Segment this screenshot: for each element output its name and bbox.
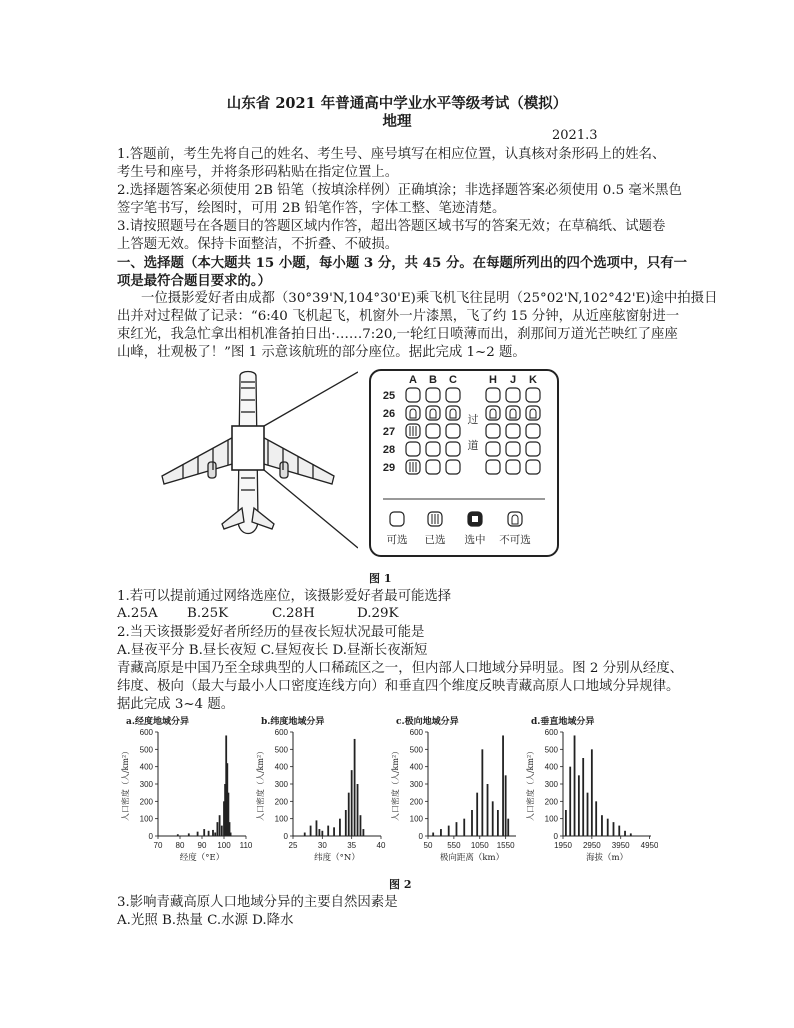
figure2-caption: 图 2 — [389, 878, 412, 891]
x-tick-label: 100 — [217, 841, 231, 850]
seat-28B[interactable] — [426, 442, 440, 456]
data-bar — [432, 833, 434, 836]
seat-column-label: K — [529, 374, 537, 386]
chart-panel — [525, 716, 658, 863]
data-bar — [217, 822, 219, 836]
y-tick-label: 300 — [544, 780, 558, 789]
data-bar — [463, 819, 465, 836]
data-bar — [487, 784, 489, 836]
y-tick-label: 100 — [139, 814, 153, 824]
legend-seat-free[interactable] — [390, 512, 404, 526]
seat-map-svg — [371, 371, 557, 555]
seat-29C[interactable] — [446, 460, 460, 474]
y-tick-label: 300 — [274, 780, 288, 789]
seat-27C[interactable] — [446, 424, 460, 438]
seat-25K[interactable] — [526, 388, 540, 402]
y-tick-label: 100 — [409, 814, 423, 824]
question-2-options[interactable]: A.昼夜平分 B.昼长夜短 C.昼短夜长 D.昼渐长夜渐短 — [117, 643, 428, 658]
data-bar — [440, 829, 442, 836]
x-tick-label: 35 — [347, 841, 357, 850]
seat-28H[interactable] — [486, 442, 500, 456]
x-axis-label: 经度（°E） — [179, 853, 225, 863]
x-tick-label: 90 — [197, 841, 207, 850]
x-tick-label: 50 — [423, 841, 433, 850]
data-bar — [582, 758, 584, 836]
y-tick-label: 0 — [148, 832, 153, 841]
seat-26B — [426, 406, 440, 420]
x-tick-label: 80 — [175, 841, 185, 850]
data-bar — [574, 735, 576, 836]
seat-26H — [486, 406, 500, 420]
legend-seat-taken — [428, 512, 442, 526]
data-bar — [214, 833, 216, 836]
x-tick-label: 40 — [376, 841, 386, 850]
question-2-stem: 2.当天该摄影爱好者所经历的昼夜长短状况最可能是 — [117, 625, 425, 640]
seat-28J[interactable] — [506, 442, 520, 456]
legend-label: 选中 — [464, 534, 486, 546]
instruction-line: 3.请按照题号在各题目的答题区域内作答，超出答题区域书写的答案无效；在草稿纸、试题卷 — [117, 219, 666, 234]
seat-26K — [526, 406, 540, 420]
y-tick-label: 300 — [409, 780, 423, 789]
y-tick-label: 200 — [139, 797, 153, 807]
q1-option-c[interactable]: C.28H — [272, 606, 315, 621]
question-3-options[interactable]: A.光照 B.热量 C.水源 D.降水 — [117, 913, 294, 928]
seat-25J[interactable] — [506, 388, 520, 402]
data-bar — [507, 819, 509, 836]
q1-option-a[interactable]: A.25A — [117, 606, 158, 621]
section-heading: 项是最符合题目要求的。） — [117, 273, 271, 289]
legend-seat-selected — [468, 512, 482, 526]
y-tick-label: 0 — [283, 832, 288, 841]
data-bar — [481, 749, 483, 836]
x-tick-label: 2950 — [582, 841, 601, 850]
y-tick-label: 400 — [409, 762, 423, 772]
data-bar — [188, 833, 190, 836]
section-heading: 一、选择题（本大题共 15 小题，每小题 3 分，共 45 分。在每题所列出的四个选项中，只有一 — [117, 255, 688, 271]
aisle-label: 过 — [467, 413, 479, 426]
data-bar — [471, 810, 473, 836]
data-bar — [363, 829, 365, 836]
data-bar — [345, 810, 347, 836]
x-tick-label: 30 — [317, 841, 327, 850]
x-tick-label: 1550 — [496, 841, 515, 850]
subject-title: 地理 — [382, 113, 412, 130]
y-tick-label: 200 — [274, 797, 288, 807]
x-tick-label: 70 — [153, 841, 163, 850]
chart-panel — [255, 716, 386, 863]
chart-title: d.垂直地域分异 — [531, 717, 595, 727]
seat-25B[interactable] — [426, 388, 440, 402]
chart-title: a.经度地域分异 — [126, 717, 189, 727]
y-axis-label: 人口密度（人/km²） — [391, 746, 400, 822]
data-bar — [333, 827, 335, 836]
x-tick-label: 110 — [239, 841, 253, 850]
y-axis-label: 人口密度（人/km²） — [256, 746, 265, 822]
y-tick-label: 500 — [544, 745, 558, 755]
data-bar — [351, 770, 353, 836]
seat-column-label: A — [409, 374, 417, 386]
seat-28C[interactable] — [446, 442, 460, 456]
y-tick-label: 400 — [139, 762, 153, 772]
data-bar — [348, 793, 350, 836]
data-bar — [502, 735, 504, 836]
passage-line: 束红光，我急忙拿出相机准备拍日出·……7:20,一轮红日喷薄而出，刹那间万道光芒映红了座座 — [117, 327, 678, 342]
passage-line: 出并对过程做了记录：“6:40 飞机起飞，机窗外一片漆黑，飞了约 15 分钟，从近座舷窗射进一 — [117, 309, 680, 324]
y-axis-label: 人口密度（人/km²） — [121, 746, 130, 822]
instruction-line: 2.选择题答案必须使用 2B 铅笔（按填涂样例）正确填涂；非选择题答案必须使用 0.5 毫米黑色 — [117, 183, 682, 198]
figure1-caption: 图 1 — [369, 572, 392, 585]
seat-28K[interactable] — [526, 442, 540, 456]
data-bar — [587, 793, 589, 836]
seat-column-label: B — [429, 374, 437, 386]
x-tick-label: 25 — [288, 841, 298, 850]
data-bar — [327, 826, 329, 836]
seat-row-label: 29 — [382, 462, 396, 474]
passage-line: 青藏高原是中国乃至全球典型的人口稀疏区之一，但内部人口地域分异明显。图 2 分别从经度、 — [117, 661, 684, 676]
seat-column-label: H — [489, 374, 497, 386]
exam-title: 山东省 2021 年普通高中学业水平等级考试（模拟） — [226, 95, 568, 112]
seat-26J — [506, 406, 520, 420]
passage-line: 山峰，壮观极了！”图 1 示意该航班的部分座位。据此完成 1~2 题。 — [117, 345, 526, 360]
seat-29B[interactable] — [426, 460, 440, 474]
seat-27H[interactable] — [486, 424, 500, 438]
seat-column-label: J — [509, 374, 517, 386]
question-1-stem: 1.若可以提前通过网络选座位，该摄影爱好者最可能选择 — [117, 589, 452, 604]
y-tick-label: 600 — [274, 728, 288, 737]
exam-date: 2021.3 — [552, 128, 598, 143]
data-bar — [595, 801, 597, 836]
y-tick-label: 600 — [139, 728, 153, 737]
data-bar — [304, 833, 306, 836]
aisle-label: 道 — [467, 439, 479, 452]
data-bar — [316, 820, 318, 836]
q1-option-b[interactable]: B.25K — [187, 606, 229, 621]
data-bar — [618, 826, 620, 836]
data-bar — [601, 815, 603, 836]
x-axis-label: 海拔（m） — [585, 853, 629, 863]
figure2-charts — [118, 716, 658, 874]
x-tick-label: 4950 — [640, 841, 658, 850]
data-bar — [613, 822, 615, 836]
x-tick-label: 550 — [447, 841, 461, 850]
seat-map — [369, 369, 559, 557]
x-tick-label: 3950 — [611, 841, 630, 850]
seat-29A — [406, 460, 420, 474]
data-bar — [212, 830, 214, 836]
y-tick-label: 0 — [553, 832, 558, 841]
seat-27A — [406, 424, 420, 438]
seat-25A[interactable] — [406, 388, 420, 402]
data-bar — [357, 784, 359, 836]
chart-title: c.极向地域分异 — [396, 717, 459, 727]
data-bar — [569, 767, 571, 836]
x-axis-label: 纬度（°N） — [314, 853, 360, 863]
legend-label: 可选 — [386, 534, 408, 546]
data-bar — [208, 831, 210, 836]
y-tick-label: 600 — [409, 728, 423, 737]
data-bar — [624, 831, 626, 836]
seat-27K[interactable] — [526, 424, 540, 438]
chart-panel — [120, 716, 253, 863]
data-bar — [456, 822, 458, 836]
y-tick-label: 200 — [409, 797, 423, 807]
passage-line: 一位摄影爱好者由成都（30°39'N,104°30'E)乘飞机飞往昆明（25°02'N,102°42'E)途中拍摄日 — [141, 291, 718, 306]
x-tick-label: 1950 — [554, 841, 572, 850]
seat-26A — [406, 406, 420, 420]
passage-line: 据此完成 3~4 题。 — [117, 697, 235, 712]
data-bar — [321, 831, 323, 836]
instruction-line: 签字笔书写，绘图时，可用 2B 铅笔作答，字体工整、笔迹清楚。 — [117, 201, 506, 216]
data-bar — [339, 819, 341, 836]
y-tick-label: 300 — [139, 780, 153, 789]
instruction-line: 考生号和座号，并将条形码粘贴在指定位置上。 — [117, 165, 399, 180]
seat-26C — [446, 406, 460, 420]
legend-label: 不可选 — [499, 534, 531, 546]
seat-28A[interactable] — [406, 442, 420, 456]
x-tick-label: 1050 — [470, 841, 489, 850]
y-tick-label: 500 — [139, 745, 153, 755]
y-tick-label: 400 — [544, 762, 558, 772]
seat-row-label: 26 — [382, 408, 396, 420]
data-bar — [607, 819, 609, 836]
data-bar — [354, 739, 356, 836]
passage-line: 纬度、极向（最大与最小人口密度连线方向）和垂直四个维度反映青藏高原人口地域分异规律。 — [117, 679, 680, 694]
data-bar — [448, 826, 450, 836]
legend-label: 已选 — [424, 534, 446, 546]
seat-27J[interactable] — [506, 424, 520, 438]
y-axis-label: 人口密度（人/km²） — [526, 746, 535, 822]
data-bar — [360, 815, 362, 836]
seat-29K[interactable] — [526, 460, 540, 474]
seat-27B[interactable] — [426, 424, 440, 438]
data-bar — [230, 833, 232, 836]
data-bar — [197, 832, 199, 836]
seat-row-label: 28 — [382, 444, 396, 456]
data-bar — [476, 793, 478, 836]
data-bar — [630, 833, 632, 836]
instruction-line: 上答题无效。保持卡面整洁，不折叠、不破损。 — [117, 237, 399, 252]
data-bar — [203, 829, 205, 836]
data-bar — [497, 810, 499, 836]
seat-25H[interactable] — [486, 388, 500, 402]
seat-29J[interactable] — [506, 460, 520, 474]
seat-column-label: C — [449, 374, 457, 386]
data-bar — [319, 829, 321, 836]
data-bar — [591, 749, 593, 836]
data-bar — [310, 826, 312, 836]
y-tick-label: 100 — [544, 814, 558, 824]
question-3-stem: 3.影响青藏高原人口地域分异的主要自然因素是 — [117, 895, 398, 910]
chart-panel — [390, 716, 516, 863]
data-bar — [177, 834, 179, 836]
airplane-diagram — [158, 370, 358, 550]
y-tick-label: 500 — [409, 745, 423, 755]
data-bar — [221, 826, 223, 836]
data-bar — [492, 801, 494, 836]
y-tick-label: 200 — [544, 797, 558, 807]
data-bar — [565, 810, 567, 836]
y-tick-label: 500 — [274, 745, 288, 755]
x-axis-label: 极向距离（km） — [439, 853, 505, 863]
data-bar — [219, 815, 221, 836]
data-bar — [505, 775, 507, 836]
y-tick-label: 100 — [274, 814, 288, 824]
seat-row-label: 25 — [382, 390, 396, 402]
chart-title: b.纬度地域分异 — [261, 717, 325, 727]
instruction-line: 1.答题前，考生先将自己的姓名、考生号、座号填写在相应位置，认真核对条形码上的姓名、 — [117, 147, 666, 162]
y-tick-label: 400 — [274, 762, 288, 772]
seat-29H[interactable] — [486, 460, 500, 474]
legend-seat-na — [508, 512, 522, 526]
data-bar — [578, 775, 580, 836]
y-tick-label: 0 — [418, 832, 423, 841]
seat-row-label: 27 — [382, 426, 396, 438]
y-tick-label: 600 — [544, 728, 558, 737]
seat-25C[interactable] — [446, 388, 460, 402]
q1-option-d[interactable]: D.29K — [357, 606, 399, 621]
